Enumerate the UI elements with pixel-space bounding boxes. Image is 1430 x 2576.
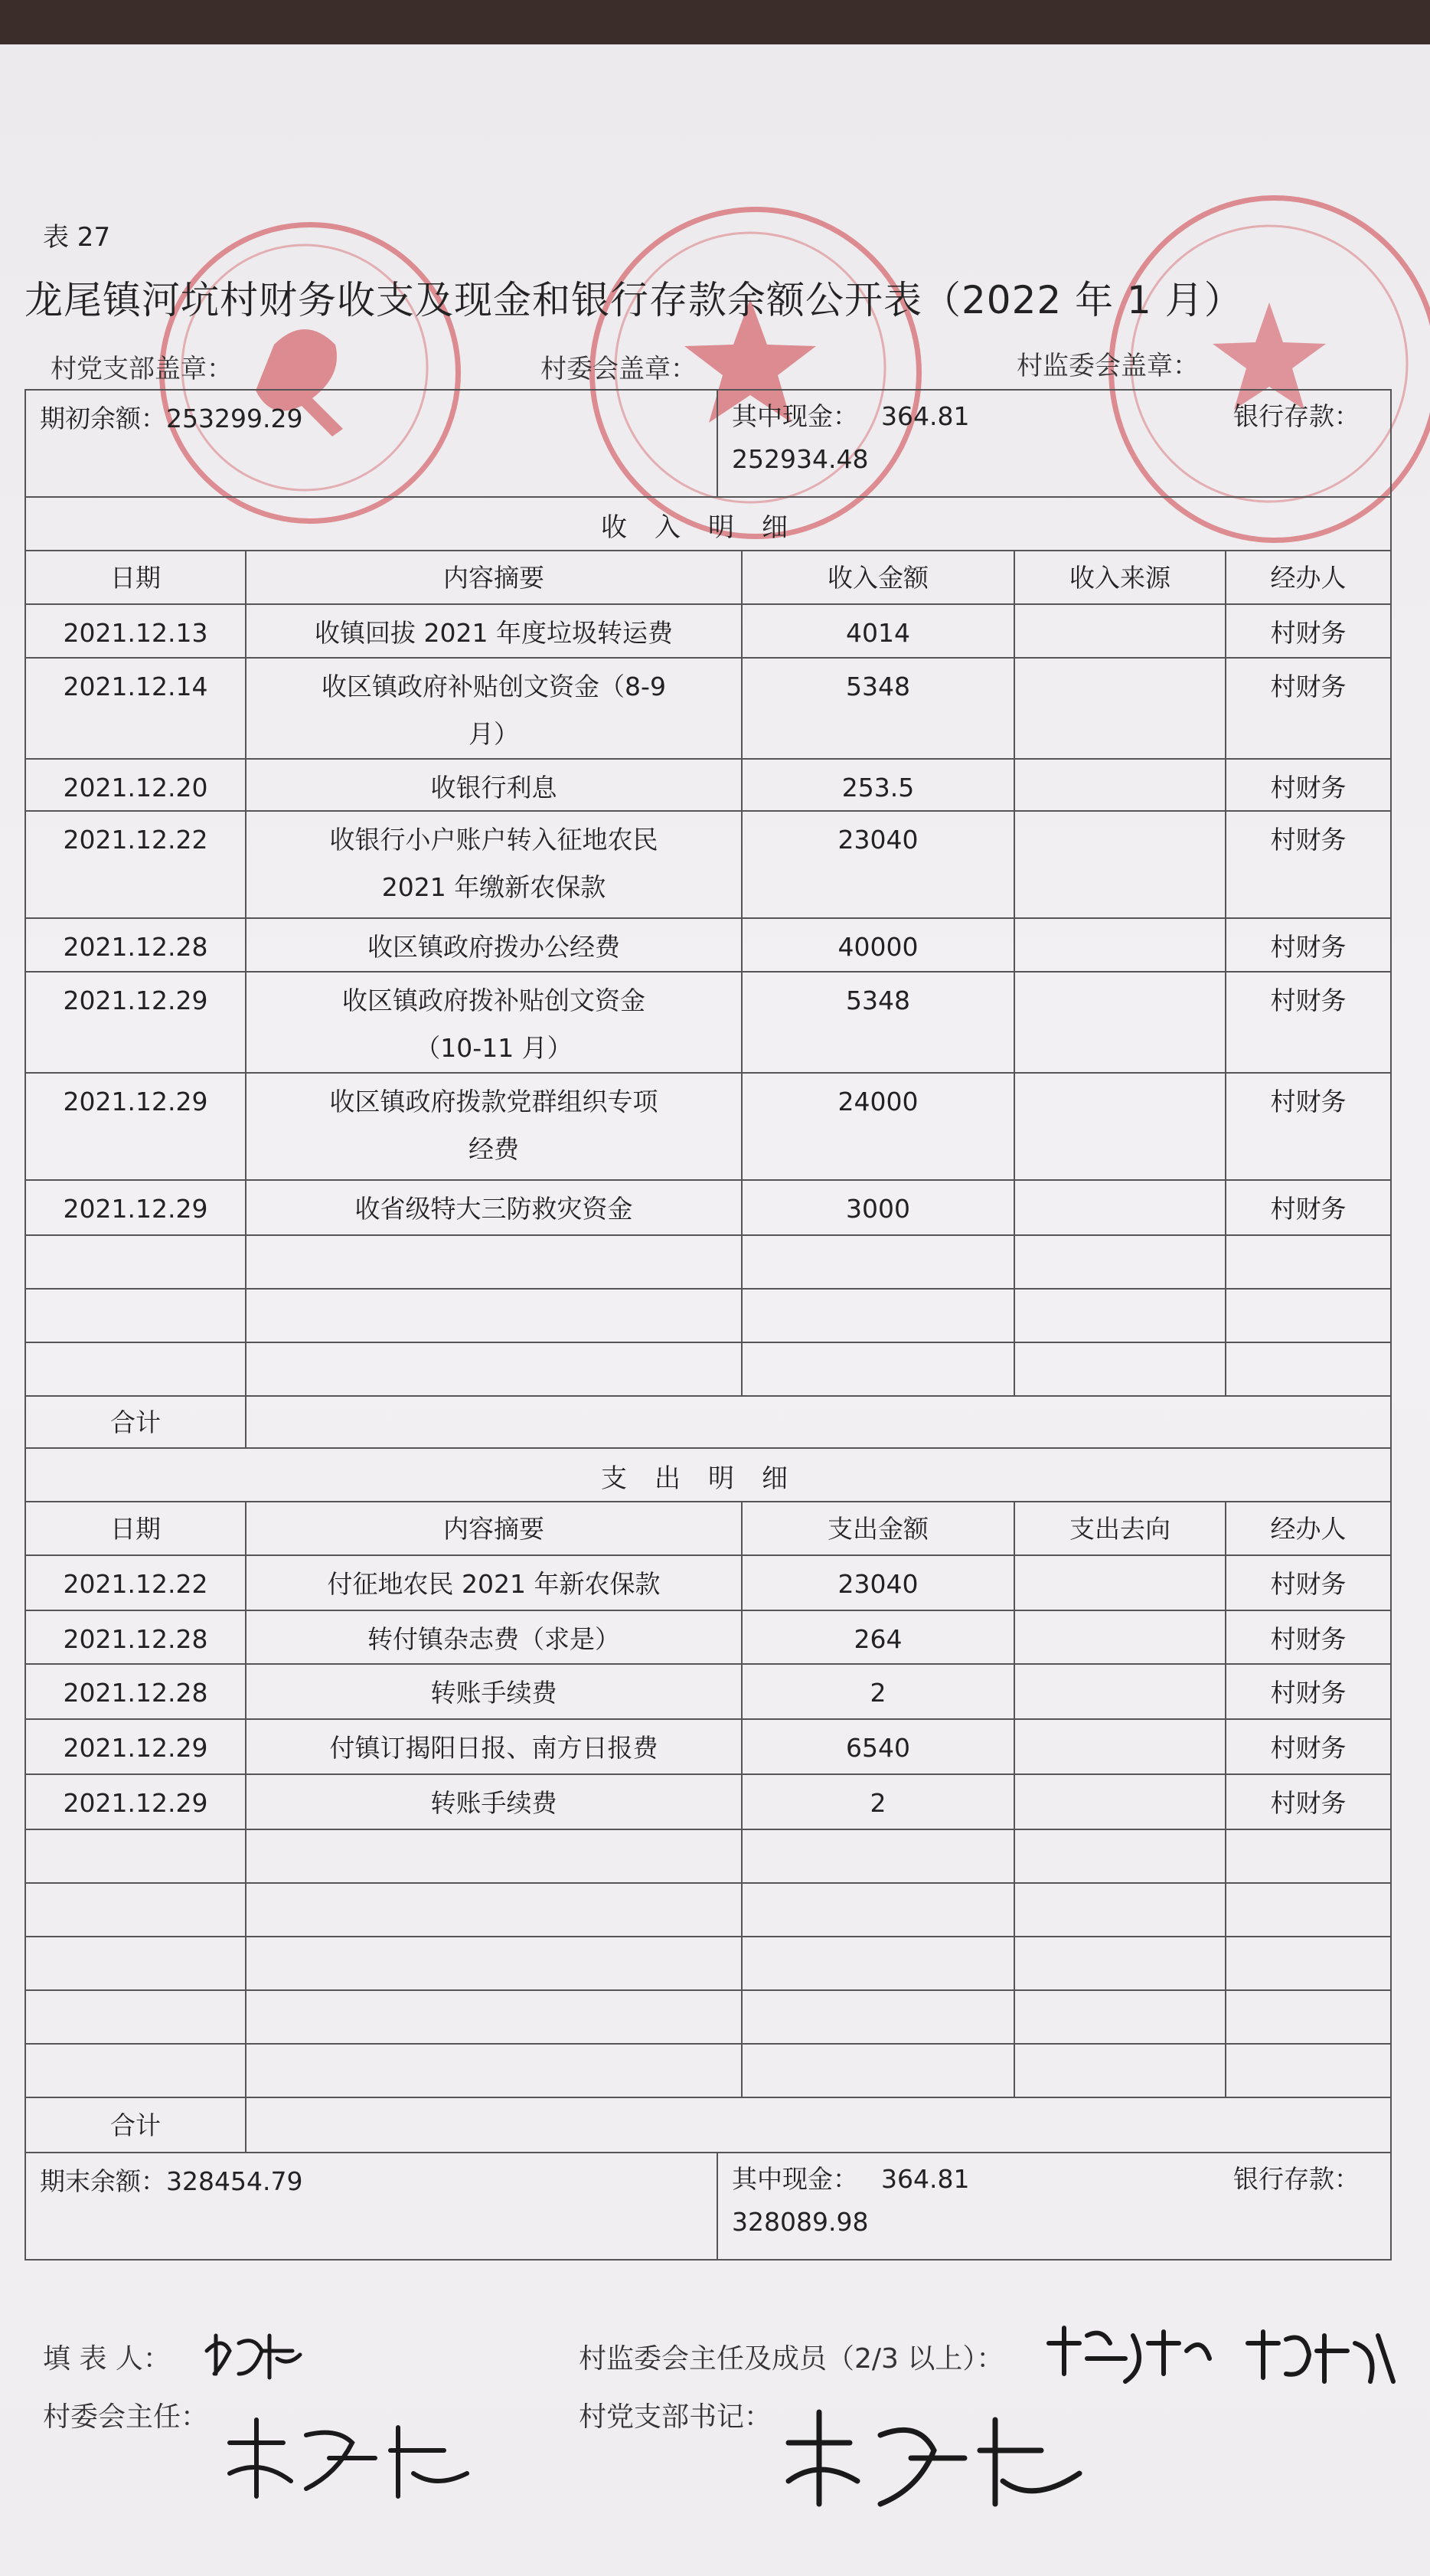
- opening-balance-row: [24, 389, 1392, 498]
- expense-empty-cell: [245, 1884, 741, 1937]
- income-header-row: [24, 550, 1392, 605]
- income-cell-date: [24, 659, 245, 760]
- income-cell-handler: [1225, 1181, 1392, 1236]
- expense-header-cell: [245, 1502, 741, 1556]
- expense-total-label: 合计: [24, 2098, 245, 2153]
- income-cell-source: [1014, 973, 1225, 1074]
- income-header-cell: [741, 551, 1014, 605]
- closing-bank-label: 银行存款：: [1233, 2164, 1360, 2194]
- expense-empty-cell: [741, 1830, 1014, 1884]
- expense-cell-desc: [245, 1611, 741, 1665]
- expense-cell-handler: [1225, 1556, 1392, 1611]
- expense-desc-line: 转账手续费: [430, 1788, 557, 1818]
- expense-row: [24, 1663, 1392, 1720]
- income-date: 2021.12.28: [63, 932, 208, 962]
- expense-cell-target: [1014, 1720, 1225, 1775]
- income-handler: 村财务: [1270, 773, 1347, 803]
- income-amount: 3000: [846, 1194, 910, 1224]
- expense-empty-cell: [1014, 1991, 1225, 2045]
- expense-desc-line: 转账手续费: [430, 1678, 557, 1708]
- expense-date: 2021.12.28: [63, 1678, 208, 1708]
- expense-cell-desc: [245, 1665, 741, 1720]
- income-empty-cell: [741, 1343, 1014, 1397]
- income-cell-source: [1014, 1074, 1225, 1181]
- expense-row: [24, 1773, 1392, 1830]
- income-desc-line: 收区镇政府拨补贴创文资金: [342, 986, 645, 1015]
- income-row: [24, 1072, 1392, 1181]
- expense-desc-line: 付镇订揭阳日报、南方日报费: [329, 1733, 658, 1763]
- page-title: 龙尾镇河坑村财务收支及现金和银行存款余额公开表（2022 年 1 月）: [24, 278, 1243, 322]
- expense-cell-amount: [741, 1720, 1014, 1775]
- income-row: [24, 603, 1392, 659]
- income-handler: 村财务: [1270, 825, 1347, 855]
- income-desc-line: 2021 年缴新农保款: [381, 872, 606, 902]
- expense-header-label: 内容摘要: [443, 1514, 544, 1544]
- income-empty-cell: [1014, 1236, 1225, 1290]
- income-total-row: [24, 1395, 1392, 1449]
- expense-cell-amount: [741, 1611, 1014, 1665]
- income-desc-line: 收省级特大三防救灾资金: [354, 1194, 633, 1224]
- income-empty-cell: [24, 1236, 245, 1290]
- income-cell-desc: [245, 1074, 741, 1181]
- income-cell-handler: [1225, 812, 1392, 919]
- committee-head-signature: [214, 2412, 490, 2512]
- income-cell-amount: [741, 1181, 1014, 1236]
- expense-empty-row: [24, 1989, 1392, 2045]
- expense-amount: 2: [870, 1788, 886, 1818]
- income-cell-amount: [741, 605, 1014, 659]
- opening-cash-label: 其中现金：: [732, 401, 858, 431]
- expense-empty-cell: [1225, 2045, 1392, 2098]
- party-secretary-label: 村党支部书记：: [579, 2401, 772, 2433]
- expense-section-title-row: [24, 1447, 1392, 1502]
- expense-amount: 264: [854, 1624, 903, 1654]
- expense-handler: 村财务: [1270, 1733, 1347, 1763]
- expense-empty-row: [24, 1882, 1392, 1937]
- income-empty-cell: [24, 1290, 245, 1343]
- income-empty-row: [24, 1288, 1392, 1343]
- filler-signature: [201, 2328, 308, 2381]
- expense-empty-row: [24, 1936, 1392, 1991]
- expense-empty-cell: [1225, 1830, 1392, 1884]
- expense-cell-date: [24, 1720, 245, 1775]
- expense-row: [24, 1718, 1392, 1775]
- income-date: 2021.12.22: [63, 825, 208, 855]
- income-handler: 村财务: [1270, 1194, 1347, 1224]
- expense-empty-cell: [1225, 1937, 1392, 1991]
- party-secretary-signature: [773, 2404, 1095, 2519]
- expense-empty-row: [24, 2043, 1392, 2098]
- expense-empty-cell: [741, 1991, 1014, 2045]
- expense-cell-handler: [1225, 1665, 1392, 1720]
- income-empty-cell: [245, 1290, 741, 1343]
- expense-empty-cell: [1014, 1884, 1225, 1937]
- expense-date: 2021.12.22: [63, 1569, 208, 1599]
- income-cell-source: [1014, 605, 1225, 659]
- closing-cash-value: 364.81: [881, 2164, 970, 2194]
- expense-handler: 村财务: [1270, 1569, 1347, 1599]
- opening-balance-label: 期初余额：: [40, 404, 166, 433]
- income-header-label: 收入金额: [828, 563, 929, 593]
- expense-cell-desc: [245, 1775, 741, 1830]
- expense-header-label: 日期: [110, 1514, 161, 1544]
- income-cell-date: [24, 812, 245, 919]
- expense-empty-cell: [1225, 1991, 1392, 2045]
- income-handler: 村财务: [1270, 986, 1347, 1015]
- expense-header-cell: [741, 1502, 1014, 1556]
- expense-cell-date: [24, 1611, 245, 1665]
- expense-cell-handler: [1225, 1611, 1392, 1665]
- income-cell-amount: [741, 973, 1014, 1074]
- income-header-cell: [245, 551, 741, 605]
- income-handler: 村财务: [1270, 932, 1347, 962]
- income-empty-cell: [1225, 1290, 1392, 1343]
- expense-cell-target: [1014, 1775, 1225, 1830]
- expense-empty-row: [24, 1829, 1392, 1884]
- income-header-label: 收入来源: [1069, 563, 1170, 593]
- income-empty-row: [24, 1234, 1392, 1290]
- income-desc-line: 月）: [469, 719, 519, 749]
- income-cell-handler: [1225, 605, 1392, 659]
- income-handler: 村财务: [1270, 618, 1347, 648]
- income-cell-amount: [741, 812, 1014, 919]
- expense-amount: 6540: [846, 1733, 910, 1763]
- income-desc-line: 收区镇政府补贴创文资金（8-9: [322, 672, 666, 701]
- income-cell-amount: [741, 919, 1014, 973]
- party-branch-stamp-label: 村党支部盖章：: [51, 354, 233, 384]
- expense-empty-cell: [24, 2045, 245, 2098]
- income-amount: 24000: [837, 1087, 919, 1116]
- closing-balance-row: [24, 2152, 1392, 2261]
- income-date: 2021.12.13: [63, 618, 208, 648]
- expense-cell-amount: [741, 1556, 1014, 1611]
- income-header-label: 日期: [110, 563, 161, 593]
- income-cell-desc: [245, 605, 741, 659]
- expense-amount: 23040: [837, 1569, 919, 1599]
- closing-balance-value: 328454.79: [166, 2166, 303, 2196]
- income-empty-cell: [245, 1236, 741, 1290]
- expense-header-label: 经办人: [1270, 1514, 1347, 1544]
- income-date: 2021.12.29: [63, 1194, 208, 1224]
- income-empty-cell: [1225, 1236, 1392, 1290]
- expense-empty-cell: [1225, 1884, 1392, 1937]
- income-cell-desc: [245, 812, 741, 919]
- expense-cell-target: [1014, 1611, 1225, 1665]
- income-cell-date: [24, 1181, 245, 1236]
- income-cell-desc: [245, 919, 741, 973]
- opening-cash-value: 364.81: [881, 401, 970, 431]
- income-amount: 5348: [846, 986, 910, 1015]
- income-total-label: 合计: [24, 1397, 245, 1449]
- expense-row: [24, 1610, 1392, 1665]
- expense-header-label: 支出去向: [1069, 1514, 1170, 1544]
- income-cell-source: [1014, 919, 1225, 973]
- income-empty-cell: [1014, 1290, 1225, 1343]
- income-desc-line: 收银行小户账户转入征地农民: [329, 825, 658, 855]
- expense-empty-cell: [24, 1830, 245, 1884]
- expense-cell-date: [24, 1665, 245, 1720]
- income-cell-date: [24, 1074, 245, 1181]
- income-empty-cell: [741, 1290, 1014, 1343]
- income-header-cell: [1014, 551, 1225, 605]
- income-amount: 40000: [837, 932, 919, 962]
- income-cell-source: [1014, 760, 1225, 812]
- income-desc-line: 收镇回拔 2021 年度垃圾转运费: [315, 618, 673, 648]
- income-row: [24, 971, 1392, 1074]
- expense-amount: 2: [870, 1678, 886, 1708]
- expense-empty-cell: [1014, 1830, 1225, 1884]
- opening-bank-label: 银行存款：: [1233, 401, 1360, 431]
- expense-desc-line: 转付镇杂志费（求是）: [367, 1624, 620, 1654]
- expense-cell-target: [1014, 1665, 1225, 1720]
- income-empty-cell: [741, 1236, 1014, 1290]
- expense-empty-cell: [245, 2045, 741, 2098]
- income-handler: 村财务: [1270, 672, 1347, 701]
- income-cell-date: [24, 605, 245, 659]
- income-cell-date: [24, 973, 245, 1074]
- income-date: 2021.12.20: [63, 773, 208, 803]
- expense-empty-cell: [24, 1991, 245, 2045]
- income-header-label: 经办人: [1270, 563, 1347, 593]
- income-cell-desc: [245, 1181, 741, 1236]
- expense-cell-handler: [1225, 1720, 1392, 1775]
- closing-cash-label: 其中现金：: [732, 2164, 858, 2194]
- income-empty-cell: [245, 1343, 741, 1397]
- income-amount: 4014: [846, 618, 910, 648]
- income-cell-handler: [1225, 973, 1392, 1074]
- expense-cell-desc: [245, 1720, 741, 1775]
- income-empty-cell: [1014, 1343, 1225, 1397]
- income-amount: 5348: [846, 672, 910, 701]
- income-desc-line: 收区镇政府拨款党群组织专项: [329, 1087, 658, 1116]
- table-number: 表 27: [43, 222, 111, 253]
- opening-balance-value: 253299.29: [166, 404, 303, 433]
- income-header-cell: [24, 551, 245, 605]
- expense-empty-cell: [741, 1937, 1014, 1991]
- expense-date: 2021.12.29: [63, 1733, 208, 1763]
- income-desc-line: 经费: [469, 1134, 519, 1164]
- expense-date: 2021.12.29: [63, 1788, 208, 1818]
- expense-empty-cell: [1014, 1937, 1225, 1991]
- expense-cell-amount: [741, 1775, 1014, 1830]
- income-empty-cell: [1225, 1343, 1392, 1397]
- expense-desc-line: 付征地农民 2021 年新农保款: [327, 1569, 661, 1599]
- income-section-title-row: [24, 496, 1392, 551]
- income-cell-date: [24, 919, 245, 973]
- income-cell-desc: [245, 760, 741, 812]
- income-cell-amount: [741, 1074, 1014, 1181]
- income-date: 2021.12.29: [63, 986, 208, 1015]
- village-committee-stamp-label: 村委会盖章：: [540, 354, 697, 384]
- income-cell-date: [24, 760, 245, 812]
- expense-date: 2021.12.28: [63, 1624, 208, 1654]
- income-cell-handler: [1225, 760, 1392, 812]
- income-cell-source: [1014, 812, 1225, 919]
- filler-label: 填 表 人：: [43, 2343, 171, 2375]
- expense-cell-amount: [741, 1665, 1014, 1720]
- expense-header-cell: [1225, 1502, 1392, 1556]
- supervisor-label: 村监委会主任及成员（2/3 以上）：: [579, 2343, 1004, 2375]
- expense-header-cell: [24, 1502, 245, 1556]
- income-desc-line: 收区镇政府拨办公经费: [367, 932, 620, 962]
- income-empty-row: [24, 1342, 1392, 1397]
- income-row: [24, 1179, 1392, 1236]
- closing-bank-value: 328089.98: [732, 2207, 869, 2237]
- income-section-title: 收入明细: [24, 498, 1392, 551]
- expense-cell-desc: [245, 1556, 741, 1611]
- expense-cell-date: [24, 1775, 245, 1830]
- expense-cell-handler: [1225, 1775, 1392, 1830]
- income-cell-source: [1014, 659, 1225, 760]
- income-date: 2021.12.29: [63, 1087, 208, 1116]
- expense-empty-cell: [741, 1884, 1014, 1937]
- committee-head-label: 村委会主任：: [43, 2401, 209, 2433]
- expense-row: [24, 1554, 1392, 1611]
- expense-empty-cell: [24, 1937, 245, 1991]
- expense-handler: 村财务: [1270, 1624, 1347, 1654]
- income-row: [24, 657, 1392, 760]
- supervisory-committee-stamp-label: 村监委会盖章：: [1017, 351, 1199, 381]
- expense-empty-cell: [741, 2045, 1014, 2098]
- expense-header-label: 支出金额: [828, 1514, 929, 1544]
- expense-empty-cell: [245, 1937, 741, 1991]
- expense-empty-cell: [245, 1830, 741, 1884]
- income-row: [24, 758, 1392, 812]
- expense-total-row: [24, 2097, 1392, 2153]
- income-header-label: 内容摘要: [443, 563, 544, 593]
- income-desc-line: （10-11 月）: [415, 1033, 573, 1063]
- income-header-cell: [1225, 551, 1392, 605]
- income-cell-desc: [245, 659, 741, 760]
- expense-header-row: [24, 1501, 1392, 1556]
- supervisor-signatures: [1041, 2320, 1409, 2397]
- income-cell-source: [1014, 1181, 1225, 1236]
- closing-balance-label: 期末余额：: [40, 2166, 166, 2196]
- income-date: 2021.12.14: [63, 672, 208, 701]
- income-cell-handler: [1225, 659, 1392, 760]
- expense-empty-cell: [24, 1884, 245, 1937]
- expense-cell-target: [1014, 1556, 1225, 1611]
- expense-empty-cell: [1014, 2045, 1225, 2098]
- expense-empty-cell: [245, 1991, 741, 2045]
- income-cell-desc: [245, 973, 741, 1074]
- income-cell-handler: [1225, 919, 1392, 973]
- income-empty-cell: [24, 1343, 245, 1397]
- income-amount: 23040: [837, 825, 919, 855]
- expense-handler: 村财务: [1270, 1788, 1347, 1818]
- income-desc-line: 收银行利息: [430, 773, 557, 803]
- income-cell-amount: [741, 659, 1014, 760]
- income-amount: 253.5: [841, 773, 915, 803]
- expense-section-title: 支出明细: [24, 1449, 1392, 1502]
- opening-bank-value: 252934.48: [732, 444, 869, 474]
- expense-cell-date: [24, 1556, 245, 1611]
- expense-handler: 村财务: [1270, 1678, 1347, 1708]
- expense-header-cell: [1014, 1502, 1225, 1556]
- income-handler: 村财务: [1270, 1087, 1347, 1116]
- income-cell-amount: [741, 760, 1014, 812]
- income-row: [24, 810, 1392, 919]
- income-cell-handler: [1225, 1074, 1392, 1181]
- income-row: [24, 917, 1392, 973]
